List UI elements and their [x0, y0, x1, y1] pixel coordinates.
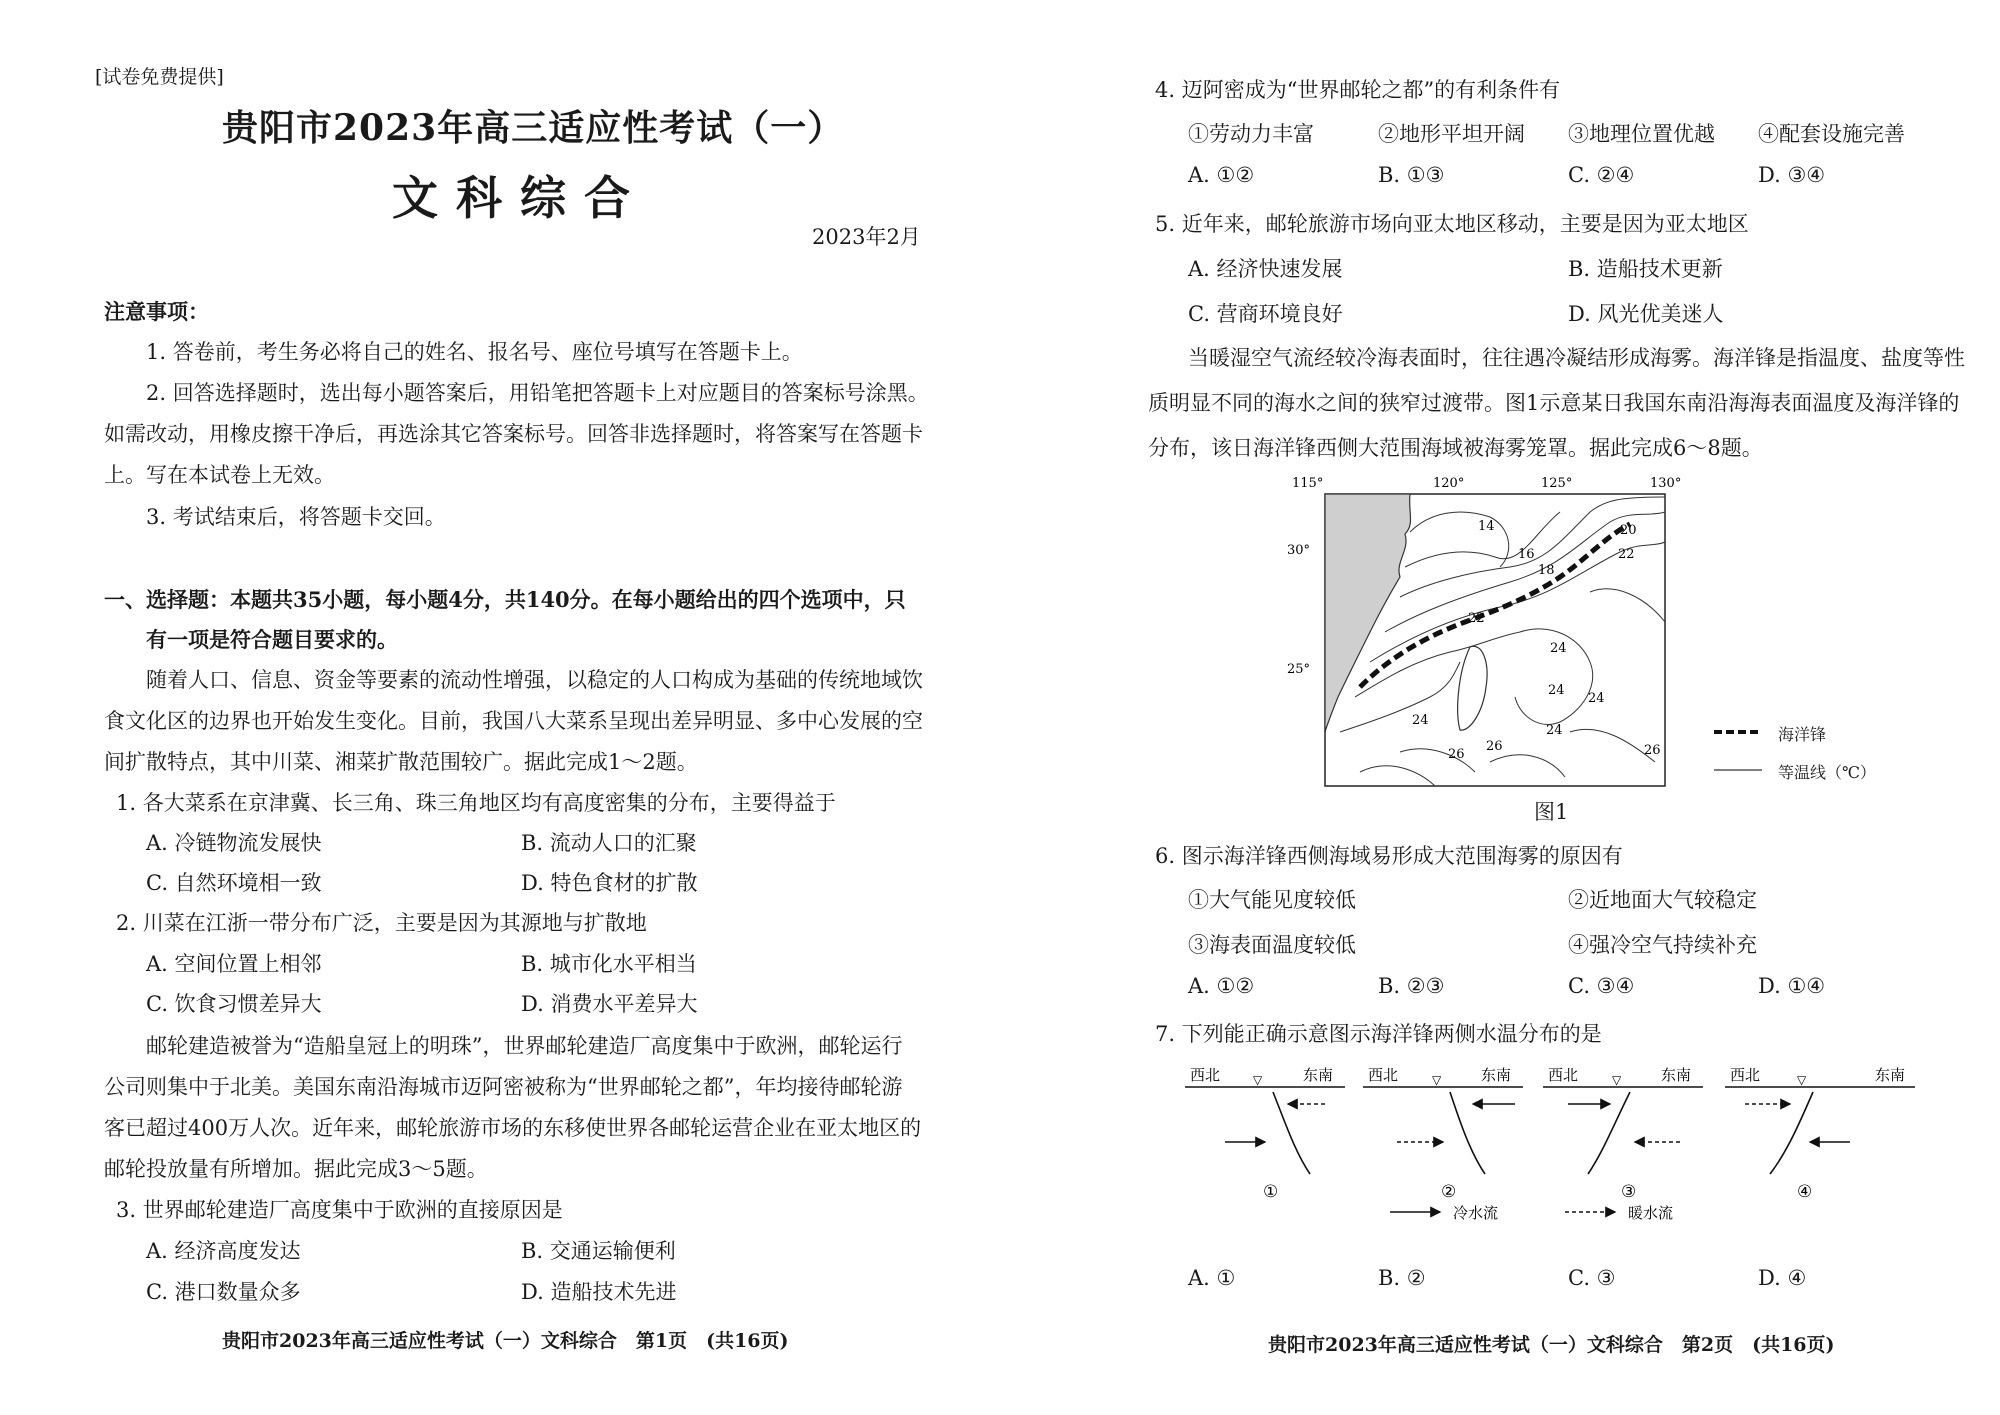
lat-label: 30° — [1287, 543, 1311, 558]
passage-line: 质明显不同的海水之间的狭窄过渡带。图1示意某日我国东南沿海海表面温度及海洋锋的 — [1148, 391, 1960, 415]
option: D. 风光优美迷人 — [1568, 302, 1724, 326]
statement: ②近地面大气较稳定 — [1568, 888, 1757, 912]
sst-map — [1260, 472, 1700, 788]
legend-cold-label: 冷水流 — [1453, 1204, 1499, 1222]
isotherm-label: 24 — [1588, 691, 1605, 706]
panel-number: ④ — [1797, 1182, 1813, 1202]
option: C. ③ — [1568, 1266, 1616, 1290]
passage-line: 邮轮建造被誉为“造船皇冠上的明珠”，世界邮轮建造厂高度集中于欧洲，邮轮运行 — [146, 1034, 903, 1058]
option: B. 造船技术更新 — [1568, 257, 1723, 281]
option: C. ③④ — [1568, 974, 1635, 998]
exam-date: 2023年2月 — [812, 225, 921, 249]
lon-label: 125° — [1541, 476, 1573, 491]
passage-line: 随着人口、信息、资金等要素的流动性增强，以稳定的人口构成为基础的传统地域饮 — [146, 668, 923, 692]
option: D. ③④ — [1758, 163, 1826, 187]
question-1: 1. 各大菜系在京津冀、长三角、珠三角地区均有高度密集的分布，主要得益于 — [116, 791, 836, 815]
option: A. 空间位置上相邻 — [146, 952, 322, 976]
nw-label: 西北 — [1548, 1066, 1579, 1084]
isotherm-label: 26 — [1486, 739, 1503, 754]
statement: ③海表面温度较低 — [1188, 933, 1356, 957]
passage-line: 公司则集中于北美。美国东南沿海城市迈阿密被称为“世界邮轮之都”，年均接待邮轮游 — [104, 1075, 903, 1099]
option: A. ①② — [1188, 974, 1255, 998]
isotherm-label: 20 — [1620, 523, 1637, 538]
option: D. ④ — [1758, 1266, 1807, 1290]
se-label: 东南 — [1661, 1066, 1692, 1084]
statement: ①劳动力丰富 — [1188, 122, 1314, 146]
nw-label: 西北 — [1730, 1066, 1761, 1084]
lon-label: 115° — [1292, 476, 1324, 491]
se-label: 东南 — [1875, 1066, 1906, 1084]
option: B. ② — [1378, 1266, 1426, 1290]
isotherm-label: 16 — [1518, 547, 1535, 562]
option: D. 消费水平差异大 — [521, 992, 698, 1016]
notice-title: 注意事项： — [104, 299, 209, 324]
option: D. 特色食材的扩散 — [521, 871, 698, 895]
nw-label: 西北 — [1190, 1066, 1221, 1084]
notice-line: 如需改动，用橡皮擦干净后，再选涂其它答案标号。回答非选择题时，将答案写在答题卡 — [104, 422, 923, 446]
section-heading: 一、选择题：本题共35小题，每小题4分，共140分。在每小题给出的四个选项中，只 — [104, 587, 906, 612]
question-3: 3. 世界邮轮建造厂高度集中于欧洲的直接原因是 — [116, 1198, 563, 1222]
panel-number: ① — [1263, 1182, 1279, 1202]
passage-line: 食文化区的边界也开始发生变化。目前，我国八大菜系呈现出差异明显、多中心发展的空 — [104, 709, 923, 733]
passage-line: 当暖湿空气流经较冷海表面时，往往遇冷凝结形成海雾。海洋锋是指温度、盐度等性 — [1188, 346, 1965, 370]
isotherm-label: 24 — [1412, 713, 1429, 728]
question-2: 2. 川菜在江浙一带分布广泛，主要是因为其源地与扩散地 — [116, 911, 647, 935]
isotherm-label: 24 — [1550, 641, 1567, 656]
option: C. 营商环境良好 — [1188, 302, 1343, 326]
notice-line: 3. 考试结束后，将答题卡交回。 — [146, 505, 446, 529]
lon-label: 130° — [1650, 476, 1682, 491]
sea-level-symbol: ▽ — [1612, 1073, 1622, 1087]
figure-caption: 图1 — [1534, 800, 1569, 824]
sea-level-symbol: ▽ — [1253, 1073, 1263, 1087]
isotherm-label: 26 — [1644, 743, 1661, 758]
nw-label: 西北 — [1368, 1066, 1399, 1084]
lon-label: 120° — [1433, 476, 1465, 491]
option: D. ①④ — [1758, 974, 1826, 998]
option: B. ②③ — [1378, 974, 1445, 998]
isotherm-label: 24 — [1548, 683, 1565, 698]
option: C. 港口数量众多 — [146, 1280, 301, 1304]
lat-label: 25° — [1287, 662, 1311, 677]
statement: ④强冷空气持续补充 — [1568, 933, 1757, 957]
page-footer: 贵阳市2023年高三适应性考试（一）文科综合 第2页 (共16页) — [1268, 1334, 1835, 1356]
front-curves — [1273, 1092, 1813, 1174]
isotherm-label: 18 — [1538, 563, 1555, 578]
statement: ①大气能见度较低 — [1188, 888, 1356, 912]
isotherm-label: 22 — [1468, 611, 1485, 626]
option: A. ① — [1188, 1266, 1236, 1290]
option: A. 经济快速发展 — [1188, 257, 1343, 281]
isotherm-label: 14 — [1478, 519, 1495, 534]
question-6: 6. 图示海洋锋西侧海域易形成大范围海雾的原因有 — [1155, 844, 1623, 868]
legend-warm-label: 暖水流 — [1628, 1204, 1674, 1222]
question-7: 7. 下列能正确示意图示海洋锋两侧水温分布的是 — [1155, 1022, 1602, 1046]
isotherm-label: 26 — [1448, 747, 1465, 762]
notice-line: 上。写在本试卷上无效。 — [104, 463, 335, 487]
option: B. 城市化水平相当 — [521, 952, 697, 976]
statement: ②地形平坦开阔 — [1378, 122, 1525, 146]
exam-title: 贵阳市2023年高三适应性考试（一） — [222, 107, 845, 149]
option: B. ①③ — [1378, 163, 1445, 187]
legend-isotherm-label: 等温线（℃） — [1778, 763, 1876, 782]
subject-title: 文科综合 — [392, 171, 648, 225]
se-label: 东南 — [1303, 1066, 1334, 1084]
se-label: 东南 — [1481, 1066, 1512, 1084]
passage-line: 客已超过400万人次。近年来，邮轮旅游市场的东移使世界各邮轮运营企业在亚太地区的 — [104, 1116, 922, 1140]
section-heading: 有一项是符合题目要求的。 — [146, 627, 398, 652]
legend-front-label: 海洋锋 — [1778, 725, 1827, 744]
option: D. 造船技术先进 — [521, 1280, 677, 1304]
notice-line: 1. 答卷前，考生务必将自己的姓名、报名号、座位号填写在答题卡上。 — [146, 340, 803, 364]
passage-line: 邮轮投放量有所增加。据此完成3～5题。 — [104, 1157, 488, 1181]
option: A. 冷链物流发展快 — [146, 831, 322, 855]
notice-line: 2. 回答选择题时，选出每小题答案后，用铅笔把答题卡上对应题目的答案标号涂黑。 — [146, 381, 929, 405]
section-labels — [1190, 1066, 1905, 1087]
question-4: 4. 迈阿密成为“世界邮轮之都”的有利条件有 — [1155, 78, 1561, 102]
option: B. 交通运输便利 — [521, 1239, 676, 1263]
option: C. ②④ — [1568, 163, 1635, 187]
option: B. 流动人口的汇聚 — [521, 831, 697, 855]
flow-arrows — [1225, 1104, 1850, 1212]
option: A. ①② — [1188, 163, 1255, 187]
question-5: 5. 近年来，邮轮旅游市场向亚太地区移动，主要是因为亚太地区 — [1155, 212, 1749, 236]
free-tag: [试卷免费提供] — [95, 66, 224, 88]
isotherm-label: 22 — [1618, 547, 1635, 562]
option: C. 自然环境相一致 — [146, 871, 322, 895]
sea-level-symbol: ▽ — [1797, 1073, 1807, 1087]
panel-numbers — [1263, 1182, 1812, 1202]
panel-number: ② — [1441, 1182, 1457, 1202]
statement: ③地理位置优越 — [1568, 122, 1715, 146]
isotherm-label: 24 — [1546, 723, 1563, 738]
option: C. 饮食习惯差异大 — [146, 992, 322, 1016]
passage-line: 间扩散特点，其中川菜、湘菜扩散范围较广。据此完成1～2题。 — [104, 750, 698, 774]
statement: ④配套设施完善 — [1758, 122, 1905, 146]
page-footer: 贵阳市2023年高三适应性考试（一）文科综合 第1页 (共16页) — [222, 1330, 789, 1352]
sea-level-symbol: ▽ — [1432, 1073, 1442, 1087]
passage-line: 分布，该日海洋锋西侧大范围海域被海雾笼罩。据此完成6～8题。 — [1148, 436, 1763, 460]
panel-number: ③ — [1621, 1182, 1637, 1202]
front-sections-diagram — [1185, 1062, 1925, 1237]
option: A. 经济高度发达 — [146, 1239, 301, 1263]
